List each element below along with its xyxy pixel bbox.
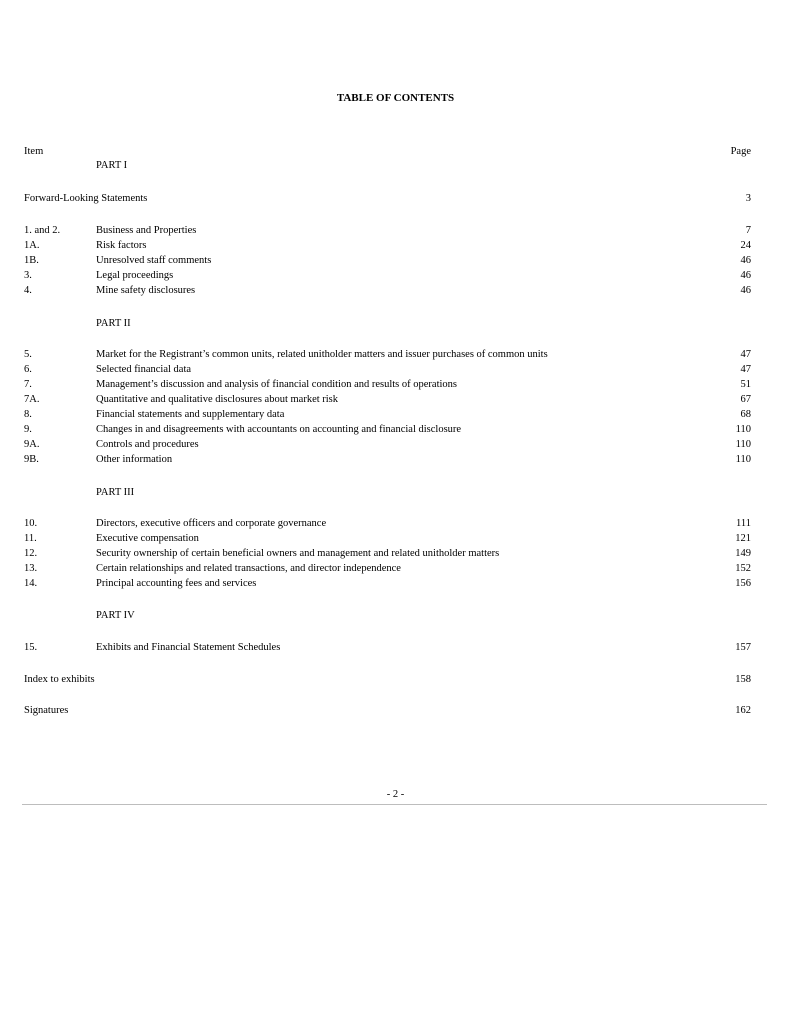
forward-looking-page: 3 bbox=[745, 193, 751, 204]
toc-entry-link[interactable]: Quantitative and qualitative disclosures about market risk bbox=[96, 394, 339, 405]
item-column-header: Item bbox=[24, 146, 44, 157]
toc-page-number: 156 bbox=[735, 578, 751, 589]
toc-page-number: 47 bbox=[740, 364, 751, 375]
toc-entry-link[interactable]: Security ownership of certain beneficial owners and management and related unitholder matters bbox=[96, 548, 500, 559]
toc-item-number: 9B. bbox=[24, 454, 39, 465]
toc-entry-link[interactable]: Mine safety disclosures bbox=[96, 285, 196, 296]
toc-item-number: 6. bbox=[24, 364, 32, 375]
toc-entry-link[interactable]: Financial statements and supplementary data bbox=[96, 409, 285, 420]
part-iii-heading: PART III bbox=[96, 487, 135, 498]
toc-item-number: 10. bbox=[24, 518, 38, 529]
page-title: TABLE OF CONTENTS bbox=[336, 92, 455, 104]
toc-item-number: 9A. bbox=[24, 439, 40, 450]
toc-page-number: 149 bbox=[735, 548, 751, 559]
toc-item-number: 3. bbox=[24, 270, 32, 281]
signatures-link[interactable]: Signatures bbox=[24, 705, 69, 716]
toc-entry-link[interactable]: Exhibits and Financial Statement Schedules bbox=[96, 642, 281, 653]
toc-page-number: 152 bbox=[735, 563, 751, 574]
toc-page-number: 157 bbox=[735, 642, 751, 653]
toc-item-number: 4. bbox=[24, 285, 32, 296]
toc-page-number: 110 bbox=[735, 439, 751, 450]
toc-entry-link[interactable]: Risk factors bbox=[96, 240, 147, 251]
toc-entry-link[interactable]: Controls and procedures bbox=[96, 439, 199, 450]
toc-item-number: 1A. bbox=[24, 240, 40, 251]
toc-page-number: 46 bbox=[740, 270, 751, 281]
toc-entry-link[interactable]: Other information bbox=[96, 454, 173, 465]
toc-item-number: 8. bbox=[24, 409, 32, 420]
toc-item-number: 1B. bbox=[24, 255, 39, 266]
index-to-exhibits-link[interactable]: Index to exhibits bbox=[24, 674, 95, 685]
footer-divider bbox=[22, 804, 767, 805]
toc-entry-link[interactable]: Management’s discussion and analysis of financial condition and results of operations bbox=[96, 379, 458, 390]
toc-entry-link[interactable]: Selected financial data bbox=[96, 364, 192, 375]
toc-page-number: 7 bbox=[745, 225, 751, 236]
toc-item-number: 14. bbox=[24, 578, 38, 589]
part-ii-heading: PART II bbox=[96, 318, 131, 329]
toc-page-number: 51 bbox=[740, 379, 751, 390]
index-to-exhibits-page: 158 bbox=[735, 674, 751, 685]
toc-item-number: 9. bbox=[24, 424, 32, 435]
toc-page-number: 24 bbox=[740, 240, 751, 251]
toc-entry-link[interactable]: Executive compensation bbox=[96, 533, 199, 544]
toc-item-number: 7. bbox=[24, 379, 32, 390]
toc-page-number: 110 bbox=[735, 454, 751, 465]
toc-item-number: 15. bbox=[24, 642, 38, 653]
toc-page-number: 46 bbox=[740, 255, 751, 266]
toc-page-number: 111 bbox=[736, 518, 751, 529]
page-footer-number: - 2 - bbox=[386, 789, 405, 800]
toc-entry-link[interactable]: Changes in and disagreements with accountants on accounting and financial disclosure bbox=[96, 424, 462, 435]
toc-entry-link[interactable]: Certain relationships and related transactions, and director independence bbox=[96, 563, 401, 574]
forward-looking-link[interactable]: Forward-Looking Statements bbox=[24, 193, 148, 204]
part-i-heading: PART I bbox=[96, 160, 128, 171]
toc-item-number: 5. bbox=[24, 349, 32, 360]
toc-entry-link[interactable]: Unresolved staff comments bbox=[96, 255, 212, 266]
signatures-page: 162 bbox=[735, 705, 751, 716]
toc-item-number: 1. and 2. bbox=[24, 225, 61, 236]
toc-item-number: 11. bbox=[24, 533, 37, 544]
toc-entry-link[interactable]: Directors, executive officers and corporate governance bbox=[96, 518, 327, 529]
toc-entry-link[interactable]: Principal accounting fees and services bbox=[96, 578, 257, 589]
toc-page-number: 68 bbox=[740, 409, 751, 420]
toc-page-number: 110 bbox=[735, 424, 751, 435]
toc-page-number: 121 bbox=[735, 533, 751, 544]
toc-page-number: 67 bbox=[740, 394, 751, 405]
toc-item-number: 13. bbox=[24, 563, 38, 574]
toc-entry-link[interactable]: Legal proceedings bbox=[96, 270, 174, 281]
toc-entry-link[interactable]: Market for the Registrant’s common units, related unitholder matters and issuer purchases of common units bbox=[96, 349, 548, 360]
toc-entry-link[interactable]: Business and Properties bbox=[96, 225, 197, 236]
toc-page-number: 47 bbox=[740, 349, 751, 360]
toc-item-number: 12. bbox=[24, 548, 38, 559]
toc-page-number: 46 bbox=[740, 285, 751, 296]
part-iv-heading: PART IV bbox=[96, 610, 135, 621]
toc-item-number: 7A. bbox=[24, 394, 40, 405]
page-column-header: Page bbox=[730, 146, 751, 157]
